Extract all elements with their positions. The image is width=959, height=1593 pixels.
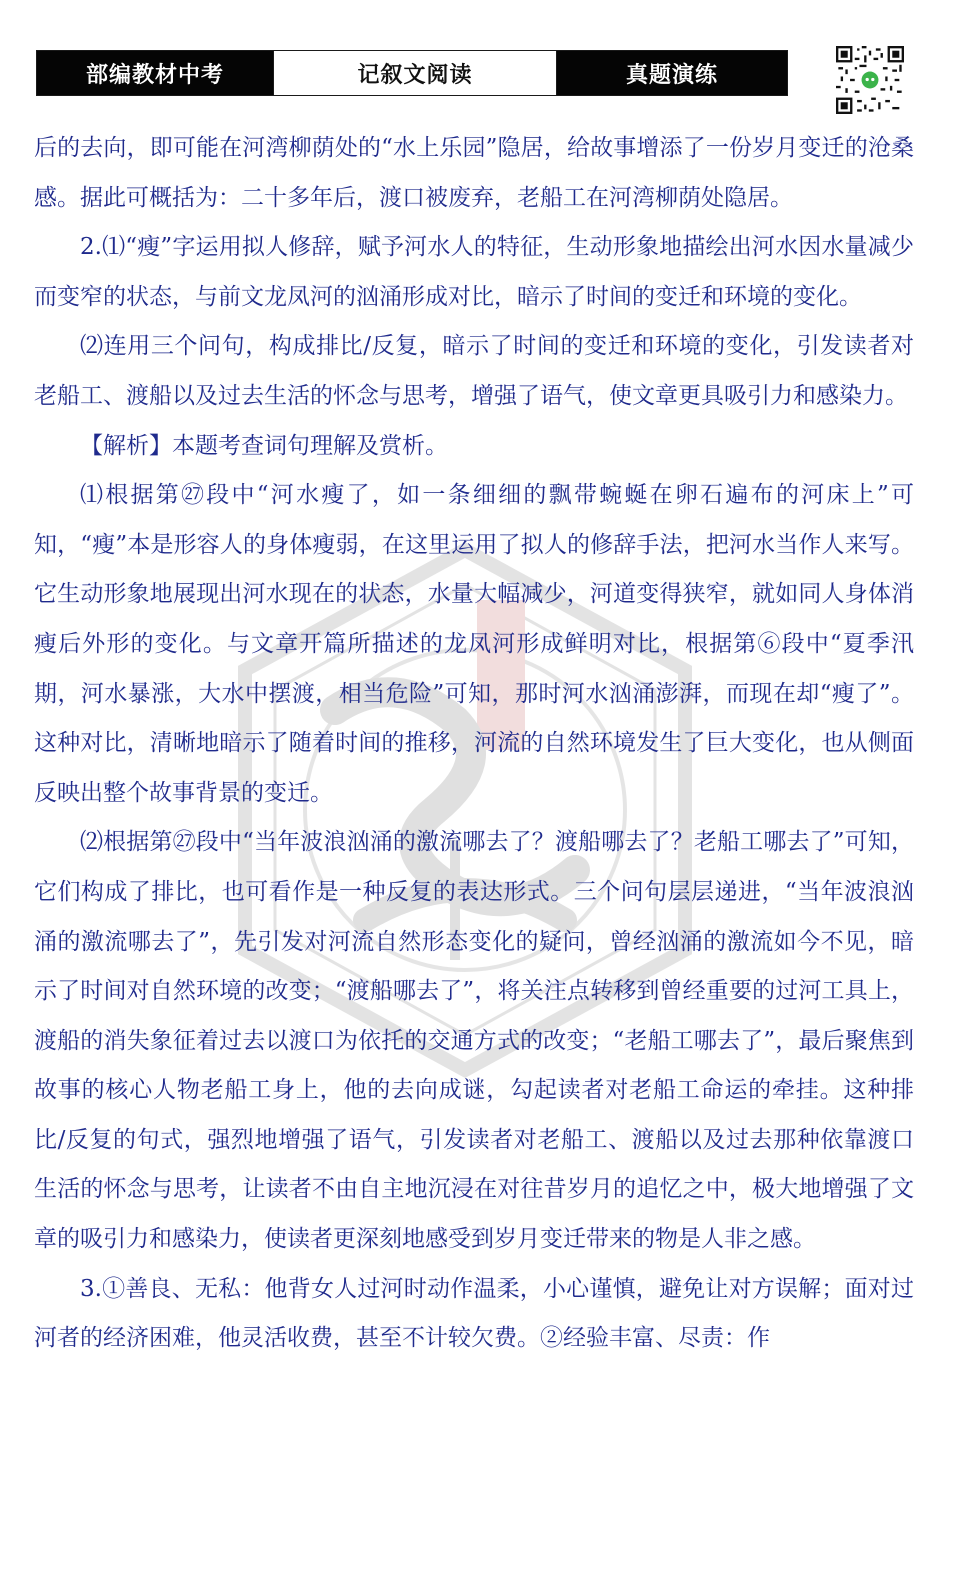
paragraph-continuation: 后的去向，即可能在河湾柳荫处的“水上乐园”隐居，给故事增添了一份岁月变迁的沧桑感。据此可概括为：二十多年后，渡口被废弃，老船工在河湾柳荫处隐居。 [34, 135, 914, 211]
qr-code-icon [836, 46, 904, 114]
header-section-left: 部编教材中考 [37, 51, 273, 95]
analysis-part-2: ⑵根据第㉗段中“当年波浪汹涌的激流哪去了？渡船哪去了？老船工哪去了”可知，它们构成了排比，也可看作是一种反复的表达形式。三个问句层层递进，“当年波浪汹涌的激流哪去了”，先引发对河流自然形态变化的疑问，曾经汹涌的激流如今不见，暗示了时间对自然环境的改变；“渡船哪去了”，将关注点转移到曾经重要的过河工具上，渡船的消失象征着过去以渡口为依托的交通方式的改变；“老船工哪去了”，最后聚焦到故事的核心人物老船工身上，他的去向成谜，勾起读者对老船工命运的牵挂。这种排比/反复的句式，强烈地增强了语气，引发读者对老船工、渡船以及过去那种依靠渡口生活的怀念与思考，让读者不由自主地沉浸在对往昔岁月的追忆之中，极大地增强了文章的吸引力和感染力，使读者更深刻地感受到岁月变迁带来的物是人非之感。 [34, 829, 914, 1253]
analysis-heading: 【解析】本题考查词句理解及赏析。 [80, 432, 448, 459]
document-body [34, 124, 914, 1364]
analysis-part-1: ⑴根据第㉗段中“河水瘦了，如一条细细的飘带蜿蜒在卵石遍布的河床上”可知，“瘦”本是形容人的身体瘦弱，在这里运用了拟人的修辞手法，把河水当作人来写。它生动形象地展现出河水现在的状态，水量大幅减少，河道变得狭窄，就如同人身体消瘦后外形的变化。与文章开篇所描述的龙凤河形成鲜明对比，根据第⑥段中“夏季汛期，河水暴涨，大水中摆渡，相当危险”可知，那时河水汹涌澎湃，而现在却“瘦了”。这种对比，清晰地暗示了随着时间的推移，河流的自然环境发生了巨大变化，也从侧面反映出整个故事背景的变迁。 [34, 482, 914, 806]
page-header [36, 50, 788, 96]
answer-3: 3.①善良、无私：他背女人过河时动作温柔，小心谨慎，避免让对方误解；面对过河者的经济困难，他灵活收费，甚至不计较欠费。②经验丰富、尽责：作 [34, 1275, 914, 1352]
answer-2-2: ⑵连用三个问句，构成排比/反复，暗示了时间的变迁和环境的变化，引发读者对老船工、渡船以及过去生活的怀念与思考，增强了语气，使文章更具吸引力和感染力。 [34, 333, 914, 409]
header-section-right: 真题演练 [557, 51, 787, 95]
header-section-center: 记叙文阅读 [273, 51, 557, 95]
answer-2-1: 2.⑴“瘦”字运用拟人修辞，赋予河水人的特征，生动形象地描绘出河水因水量减少而变窄的状态，与前文龙凤河的汹涌形成对比，暗示了时间的变迁和环境的变化。 [34, 234, 914, 310]
